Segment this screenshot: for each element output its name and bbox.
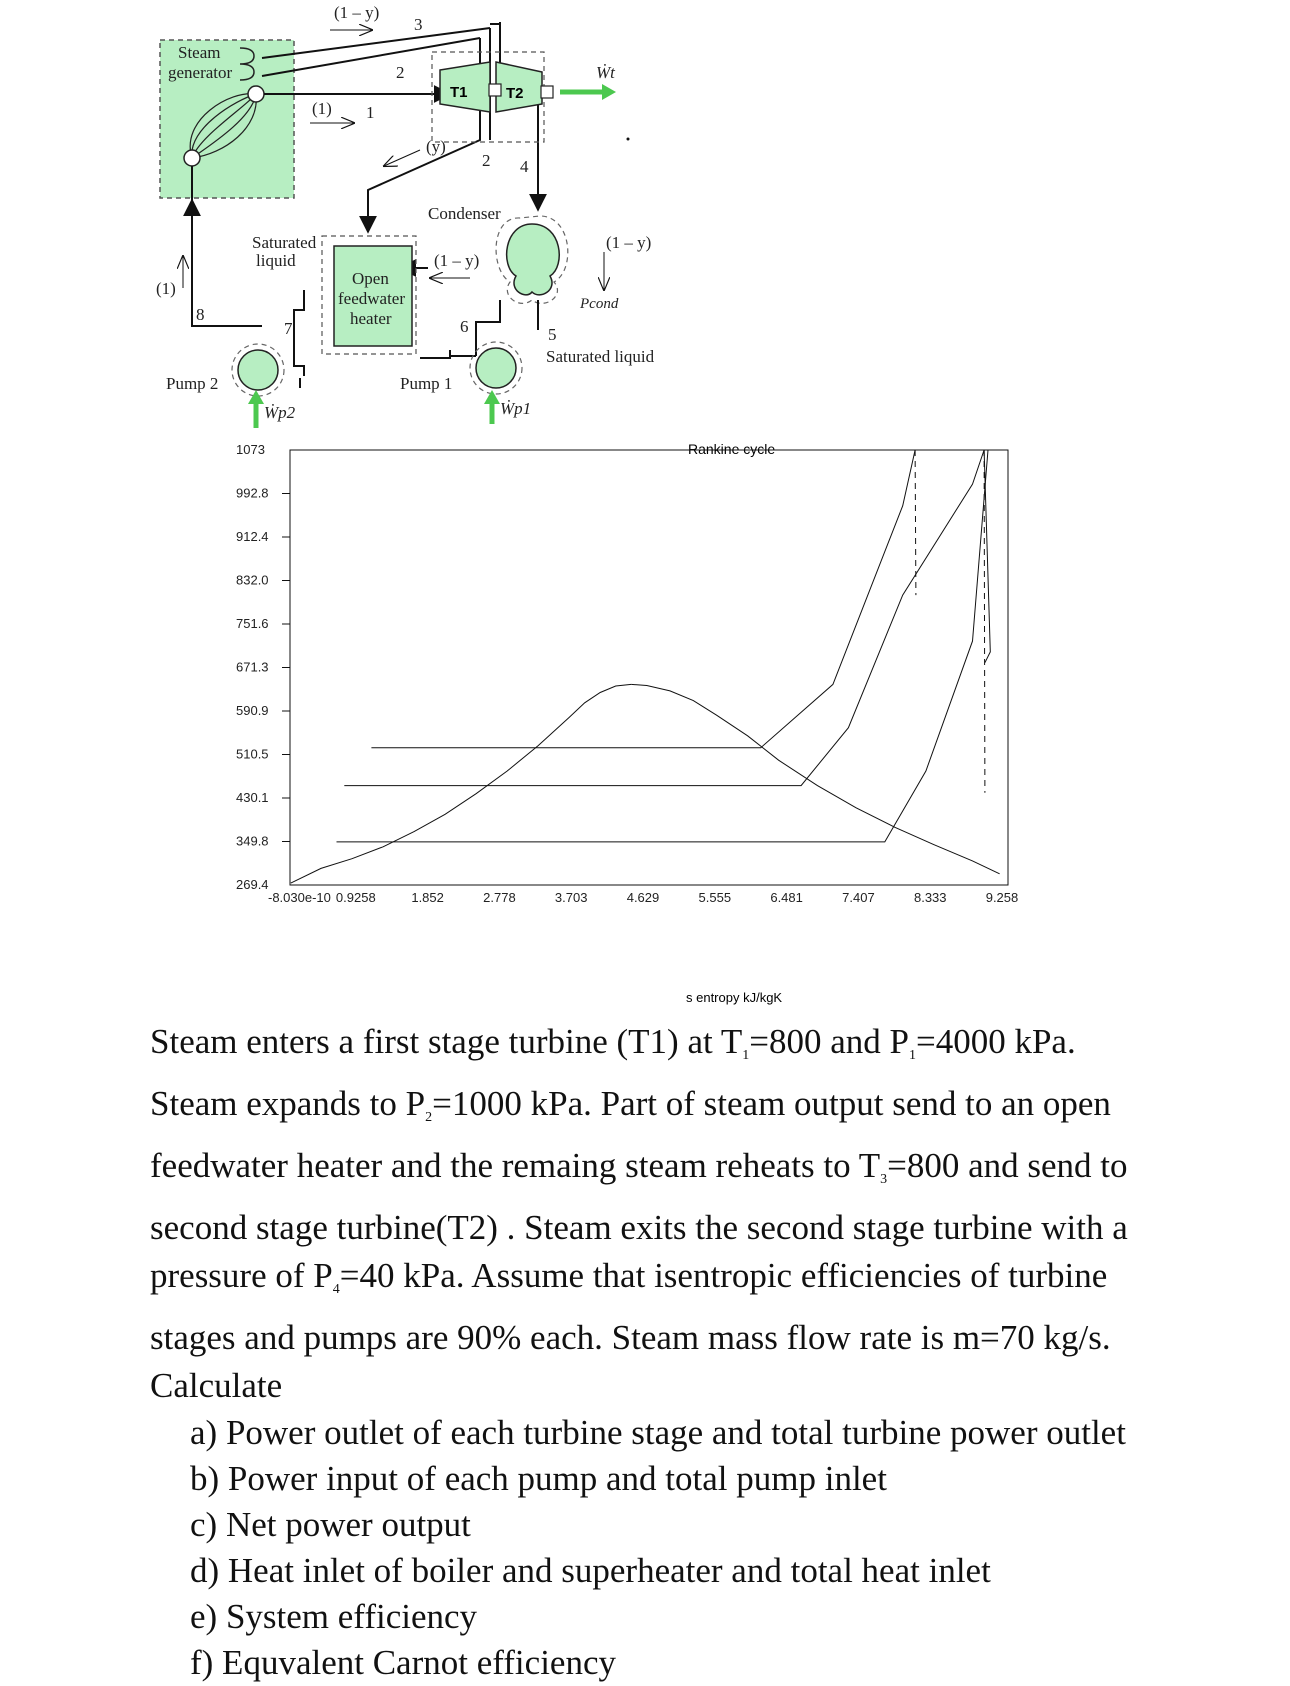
- series-line-isobar-40-kpa: [337, 450, 989, 842]
- stray-dot: [627, 138, 630, 141]
- x-axis-ticks: [268, 890, 1018, 905]
- condenser-label: Condenser: [428, 204, 501, 223]
- y-tick-label: 510.5: [236, 746, 269, 762]
- turbine-shaft-end: [541, 86, 553, 98]
- pump-1: [470, 342, 522, 394]
- subscript-5: 4: [332, 1282, 340, 1297]
- problem-text-5: =800 and send to second stage turbine(T2) . Steam exits the second stage turbine with a pressure of P: [150, 1146, 1128, 1295]
- label-frac-1my-top: (1 – y): [334, 3, 380, 22]
- turbine-box: [432, 52, 553, 142]
- work-pump2-arrowhead: [248, 390, 264, 404]
- label-state-5: 5: [548, 325, 557, 344]
- y-tick-label: 992.8: [236, 485, 269, 501]
- turbine-1-label: T1: [450, 84, 468, 101]
- ofh-label-1: Open: [352, 269, 389, 288]
- ts-chart: [0, 430, 1290, 1010]
- series-line-saturation-dome-vapor: [631, 684, 999, 873]
- drum-bottom: [184, 150, 200, 166]
- y-tick-label: 349.8: [236, 833, 269, 849]
- pump-2-label: Pump 2: [166, 374, 219, 393]
- series-line-isobar-4000-kpa: [371, 450, 915, 748]
- series-line-reheat-branch: [984, 450, 990, 663]
- turbine-2-label: T2: [506, 85, 524, 102]
- x-tick-label: 8.333: [913, 890, 947, 905]
- cycle-schematic: [0, 0, 1290, 430]
- question-d: d) Heat inlet of boiler and superheater and total heat inlet: [190, 1551, 991, 1590]
- x-axis-label: s entropy kJ/kgK: [686, 990, 783, 1005]
- problem-text-3: =4000 kPa. Steam expands to P: [150, 1022, 1076, 1123]
- x-tick-label: 5.555: [698, 890, 732, 905]
- ofh-label-3: heater: [350, 309, 392, 328]
- label-state-2-lower: 2: [482, 151, 491, 170]
- series-line-saturation-dome-liquid: [291, 684, 631, 883]
- y-tick-label: 912.4: [236, 529, 269, 544]
- problem-intro: [150, 1018, 1150, 1410]
- label-sat-liquid-left-1: Saturated: [252, 233, 317, 252]
- question-c: c) Net power output: [190, 1505, 471, 1544]
- label-state-1: 1: [366, 103, 375, 122]
- series-line-isobar-1000-kpa: [344, 450, 984, 786]
- subscript-4: 3: [880, 1172, 888, 1187]
- label-work-turbine: Ẇt: [596, 63, 615, 82]
- problem-text-2: =800 and P: [749, 1022, 909, 1061]
- question-f: f) Equvalent Carnot efficiency: [190, 1643, 616, 1682]
- y-tick-label: 671.3: [236, 659, 269, 675]
- turbine-shaft: [489, 84, 501, 96]
- label-frac-1-top: (1): [312, 99, 332, 118]
- plot-area: [290, 450, 1008, 885]
- problem-text-1: Steam enters a first stage turbine (T1) at T: [150, 1022, 743, 1061]
- ofh-label-2: feedwater: [338, 289, 406, 308]
- series-line-t1-expansion: [915, 450, 916, 595]
- label-state-2-upper: 2: [396, 63, 405, 82]
- y-tick-label: 832.0: [236, 572, 269, 588]
- label-state-3: 3: [414, 15, 423, 34]
- x-tick-label: -8.030e-10: [268, 890, 331, 905]
- x-tick-label: 2.778: [483, 890, 516, 905]
- x-tick-label: 7.407: [842, 890, 875, 905]
- steam-generator: [160, 40, 294, 198]
- condenser: [496, 216, 568, 303]
- question-b: b) Power input of each pump and total pump inlet: [190, 1459, 887, 1498]
- y-tick-label: 751.6: [236, 616, 269, 631]
- label-state-8: 8: [196, 305, 205, 324]
- drum-top: [248, 86, 264, 102]
- subscript-3: 2: [425, 1110, 433, 1125]
- open-feedwater-heater: [322, 236, 416, 354]
- label-work-pump1: Ẇp1: [500, 399, 532, 418]
- work-turbine-arrowhead: [602, 84, 616, 100]
- label-state-4: 4: [520, 157, 529, 176]
- label-frac-1-left: (1): [156, 279, 176, 298]
- y-tick-label: 590.9: [236, 703, 269, 718]
- x-tick-label: 6.481: [770, 890, 803, 905]
- label-sat-liquid-right: Saturated liquid: [546, 347, 655, 366]
- question-a: a) Power outlet of each turbine stage and total turbine power outlet: [190, 1413, 1126, 1452]
- label-p-cond: Pcond: [580, 296, 619, 312]
- subscript-2: 1: [908, 1048, 916, 1063]
- steam-generator-label-1: Steam: [178, 43, 221, 62]
- label-state-6: 6: [460, 317, 469, 336]
- work-pump1-arrowhead: [484, 390, 500, 404]
- question-list: [150, 1410, 1150, 1686]
- problem-text-6: =40 kPa. Assume that isentropic efficiencies of turbine stages and pumps are 90% each. Steam mass flow rate is m=70 kg/s. Calculate: [150, 1256, 1111, 1405]
- y-axis-ticks: [236, 442, 290, 892]
- x-tick-label: 9.258: [985, 890, 1019, 905]
- pump-1-label: Pump 1: [400, 374, 453, 393]
- x-tick-label: 3.703: [554, 890, 588, 905]
- label-frac-1my-mid: (1 – y): [434, 251, 480, 270]
- label-work-pump2: Ẇp2: [264, 403, 296, 422]
- label-state-7: 7: [284, 319, 293, 338]
- chart-title: Rankine cycle: [688, 441, 776, 457]
- y-tick-label: 430.1: [236, 790, 269, 805]
- x-tick-label: 0.9258: [335, 890, 376, 905]
- steam-generator-label-2: generator: [168, 63, 233, 82]
- pump-2: [232, 344, 284, 396]
- question-e: e) System efficiency: [190, 1597, 478, 1636]
- y-tick-label: 1073: [236, 442, 265, 457]
- label-frac-y: (y): [426, 137, 446, 156]
- x-tick-label: 1.852: [411, 890, 444, 905]
- label-frac-1my-cond: (1 – y): [606, 233, 652, 252]
- y-tick-label: 269.4: [236, 877, 269, 892]
- series-group: [291, 450, 1000, 883]
- subscript-1: 1: [742, 1048, 750, 1063]
- label-sat-liquid-left-2: liquid: [256, 251, 296, 270]
- problem-statement: [150, 1018, 1150, 1686]
- x-tick-label: 4.629: [626, 890, 660, 905]
- problem-text-4: =1000 kPa. Part of steam output send to an open feedwater heater and the remaing steam reheats to T: [150, 1084, 1111, 1185]
